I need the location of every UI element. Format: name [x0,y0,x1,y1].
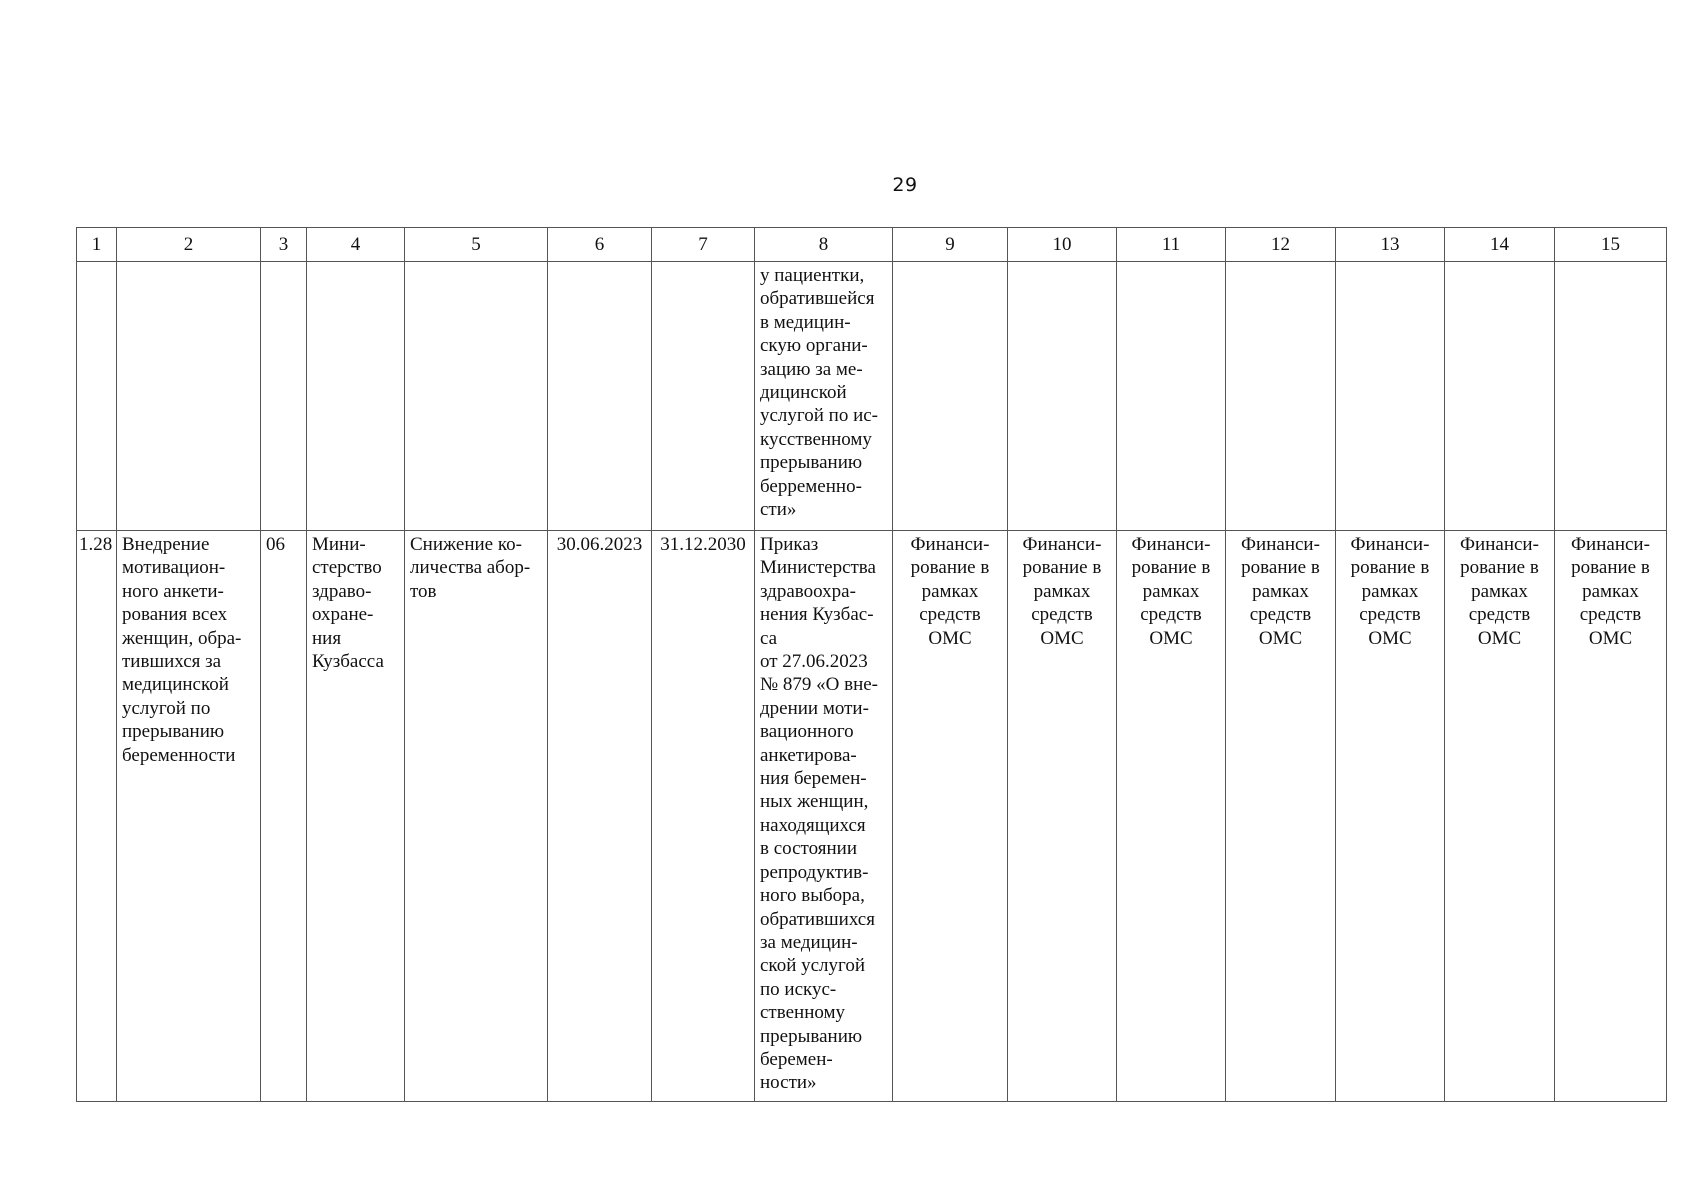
table-cell [1226,262,1336,531]
continued-order-text: у пациентки, обратившейся в медицин- скую органи- зацию за ме- дицинской услугой по ис- кусственному прерыванию берременно- сти» [760,265,878,521]
funding-source: Финанси- рование в рамках средств ОМС [910,534,990,649]
column-header-7: 7 [652,228,755,262]
table-cell [77,262,117,531]
column-header-15: 15 [1555,228,1667,262]
table-cell [1336,531,1445,1102]
responsible-body: Мини- стерство здраво- охране- ния Кузбасса [312,534,384,673]
funding-source: Финанси- рование в рамках средств ОМС [1131,534,1211,649]
table-cell [1336,262,1445,531]
column-header-14: 14 [1445,228,1555,262]
column-header-4: 4 [307,228,405,262]
column-header-13: 13 [1336,228,1445,262]
table-row-1-28 [77,531,1667,1102]
table-cell [1445,531,1555,1102]
end-date: 31.12.2030 [660,534,746,555]
table-cell [1008,262,1117,531]
regulatory-order: Приказ Министерства здравоохра- нения Кузбас- са от 27.06.2023 № 879 «О вне- дрении моти- вационного анкетирова- ния беремен- ных женщин, находящихся в состоянии репродуктив- ного выбора, обратившихся за медицин- ской услугой по искус- ственному прерыванию беремен- ности» [760,534,878,1094]
table-cell [405,262,548,531]
funding-source: Финанси- рование в рамках средств ОМС [1022,534,1102,649]
column-number-header-row [77,228,1667,262]
measure-code: 06 [266,534,285,555]
table-cell [1117,262,1226,531]
table-cell [307,262,405,531]
table-cell [307,531,405,1102]
table-cell [893,531,1008,1102]
table-cell [261,531,307,1102]
table-cell [755,531,893,1102]
column-header-12: 12 [1226,228,1336,262]
funding-source: Финанси- рование в рамках средств ОМС [1241,534,1320,649]
table-cell [548,531,652,1102]
start-date: 30.06.2023 [556,534,643,555]
funding-source: Финанси- рование в рамках средств ОМС [1571,534,1650,649]
column-header-2: 2 [117,228,261,262]
table-cell [77,531,117,1102]
table-cell [1008,531,1117,1102]
measures-table [76,227,1667,1102]
expected-result: Снижение ко- личества абор- тов [410,534,531,602]
column-header-9: 9 [893,228,1008,262]
table-cell [117,262,261,531]
table-cell [1117,531,1226,1102]
measure-name: Внедрение мотивацион- ного анкети- рования всех женщин, обра- тившихся за медицинской услугой по прерыванию беременности [122,534,242,766]
table-cell [755,262,893,531]
page-number: 29 [892,174,918,196]
column-header-1: 1 [77,228,117,262]
column-header-3: 3 [261,228,307,262]
column-header-6: 6 [548,228,652,262]
table-cell [117,531,261,1102]
item-number: 1.28 [79,534,113,555]
table-cell [405,531,548,1102]
table-cell [1555,262,1667,531]
table-cell [893,262,1008,531]
column-header-10: 10 [1008,228,1117,262]
table-cell [652,531,755,1102]
column-header-5: 5 [405,228,548,262]
funding-source: Финанси- рование в рамках средств ОМС [1350,534,1430,649]
table-cell [1226,531,1336,1102]
column-header-8: 8 [755,228,893,262]
table-row-continuation [77,262,1667,531]
funding-source: Финанси- рование в рамках средств ОМС [1460,534,1539,649]
table-cell [1445,262,1555,531]
table-cell [261,262,307,531]
table-cell [652,262,755,531]
table-cell [1555,531,1667,1102]
column-header-11: 11 [1117,228,1226,262]
table-cell [548,262,652,531]
